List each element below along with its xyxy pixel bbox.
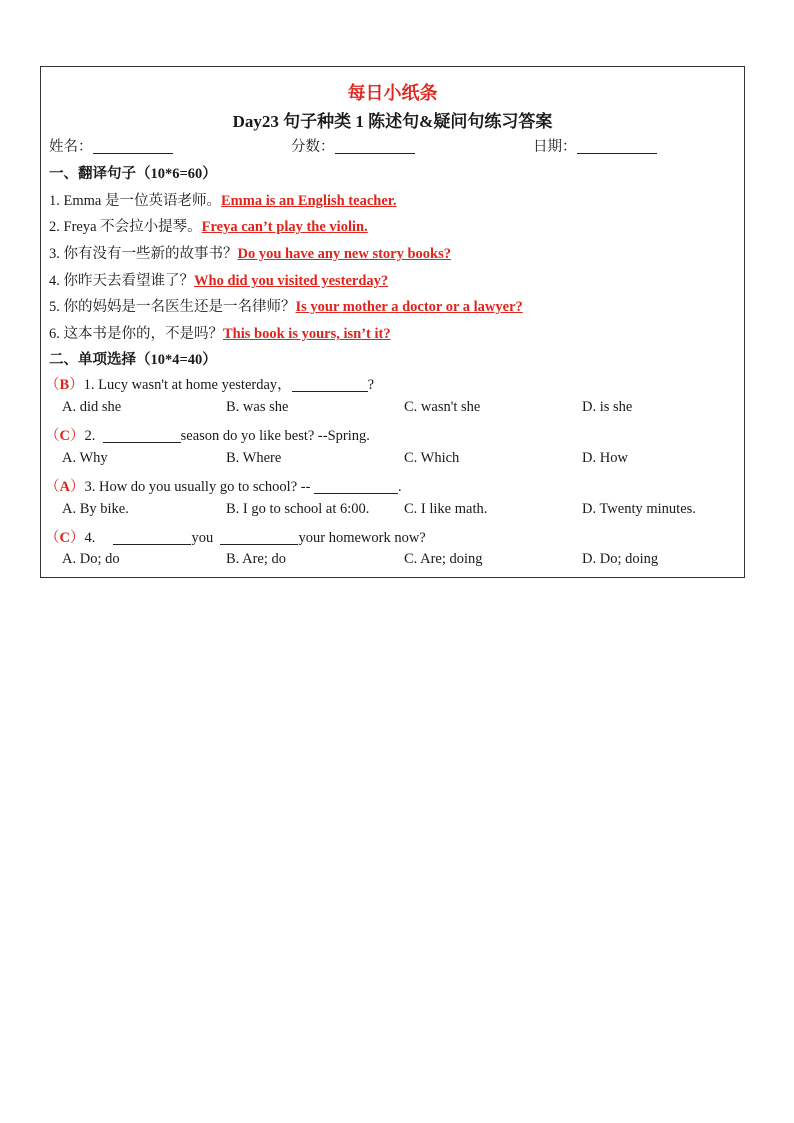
question-text: 3. How do you usually go to school? -- bbox=[84, 479, 315, 495]
answer-paren-close: ） bbox=[69, 530, 85, 546]
option-a: A. By bike. bbox=[62, 501, 129, 517]
answer-blank-2 bbox=[220, 530, 298, 545]
translation-question: 2. Freya 不会拉小提琴。 bbox=[49, 219, 202, 235]
translation-item-5 bbox=[49, 295, 523, 316]
translation-answer: This book is yours, isn’t it? bbox=[223, 326, 391, 342]
answer-paren-close: ） bbox=[69, 479, 85, 495]
option-d: D. How bbox=[582, 450, 628, 466]
option-d: D. Do; doing bbox=[582, 551, 659, 567]
date-label: 日期： bbox=[533, 139, 577, 155]
option-c: C. Are; doing bbox=[404, 551, 483, 567]
translation-item-6 bbox=[49, 322, 391, 343]
choice-question-2 bbox=[45, 424, 370, 445]
option-b: B. I go to school at 6:00. bbox=[226, 501, 370, 517]
date-field bbox=[533, 135, 657, 156]
answer-blank bbox=[103, 428, 181, 443]
translation-item-4 bbox=[49, 269, 388, 290]
choice-question-4 bbox=[45, 526, 426, 547]
option-d: D. Twenty minutes. bbox=[582, 501, 696, 517]
translation-item-1 bbox=[49, 189, 396, 210]
name-blank bbox=[93, 139, 173, 154]
question-text-end: . bbox=[398, 479, 402, 495]
option-c: C. Which bbox=[404, 450, 460, 466]
translation-answer: Is your mother a doctor or a lawyer? bbox=[295, 299, 523, 315]
section1-heading: 一、翻译句子（10*6=60） bbox=[49, 166, 217, 182]
score-field bbox=[291, 135, 415, 156]
question-text-end: ? bbox=[367, 377, 375, 393]
answer-paren-open: （ bbox=[45, 428, 60, 444]
sheet-red-title: 每日小纸条 bbox=[347, 83, 438, 103]
question-text-end: season do yo like best? --Spring. bbox=[180, 428, 370, 444]
question-text-mid: you bbox=[191, 530, 217, 546]
translation-answer: Do you have any new story books? bbox=[237, 246, 451, 262]
question-text: 2. bbox=[84, 428, 99, 444]
option-a: A. Do; do bbox=[62, 551, 120, 567]
score-label: 分数： bbox=[291, 139, 335, 155]
sheet-main-title: Day23 句子种类 1 陈述句&疑问句练习答案 bbox=[232, 112, 553, 131]
option-a: A. Why bbox=[62, 450, 108, 466]
choice-question-3 bbox=[45, 475, 402, 496]
option-b: B. Are; do bbox=[226, 551, 287, 567]
choice-question-1 bbox=[45, 373, 374, 394]
answer-paren-close: ） bbox=[69, 428, 85, 444]
answer-letter: A bbox=[59, 479, 70, 495]
section2-heading: 二、单项选择（10*4=40） bbox=[49, 352, 217, 368]
translation-question: 1. Emma 是一位英语老师。 bbox=[49, 193, 221, 209]
option-c: C. I like math. bbox=[404, 501, 488, 517]
answer-paren-close: ） bbox=[69, 377, 84, 393]
question-text: 4. bbox=[84, 530, 99, 546]
translation-question: 5. 你的妈妈是一名医生还是一名律师？ bbox=[49, 299, 296, 315]
translation-question: 6. 这本书是你的，不是吗？ bbox=[49, 326, 223, 342]
answer-letter: B bbox=[59, 377, 70, 393]
translation-item-3 bbox=[49, 242, 451, 263]
answer-blank bbox=[292, 377, 368, 392]
answer-letter: C bbox=[59, 530, 70, 546]
translation-item-2 bbox=[49, 215, 368, 236]
answer-paren-open: （ bbox=[45, 479, 60, 495]
answer-paren-open: （ bbox=[45, 377, 60, 393]
name-label: 姓名： bbox=[49, 139, 93, 155]
answer-blank-1 bbox=[113, 530, 191, 545]
option-d: D. is she bbox=[582, 399, 633, 415]
question-text: 1. Lucy wasn't at home yesterday， bbox=[83, 377, 292, 393]
translation-question: 3. 你有没有一些新的故事书？ bbox=[49, 246, 238, 262]
translation-answer: Who did you visited yesterday? bbox=[194, 273, 389, 289]
option-c: C. wasn't she bbox=[404, 399, 481, 415]
translation-question: 4. 你昨天去看望谁了？ bbox=[49, 273, 194, 289]
translation-answer: Emma is an English teacher. bbox=[220, 193, 397, 209]
option-a: A. did she bbox=[62, 399, 122, 415]
score-blank bbox=[335, 139, 415, 154]
info-row bbox=[49, 135, 173, 156]
question-text-end: your homework now? bbox=[298, 530, 426, 546]
translation-answer: Freya can’t play the violin. bbox=[201, 219, 368, 235]
option-b: B. Where bbox=[226, 450, 282, 466]
date-blank bbox=[577, 139, 657, 154]
answer-blank bbox=[314, 479, 398, 494]
answer-paren-open: （ bbox=[45, 530, 60, 546]
option-b: B. was she bbox=[226, 399, 289, 415]
worksheet-box bbox=[40, 66, 745, 578]
answer-letter: C bbox=[59, 428, 70, 444]
